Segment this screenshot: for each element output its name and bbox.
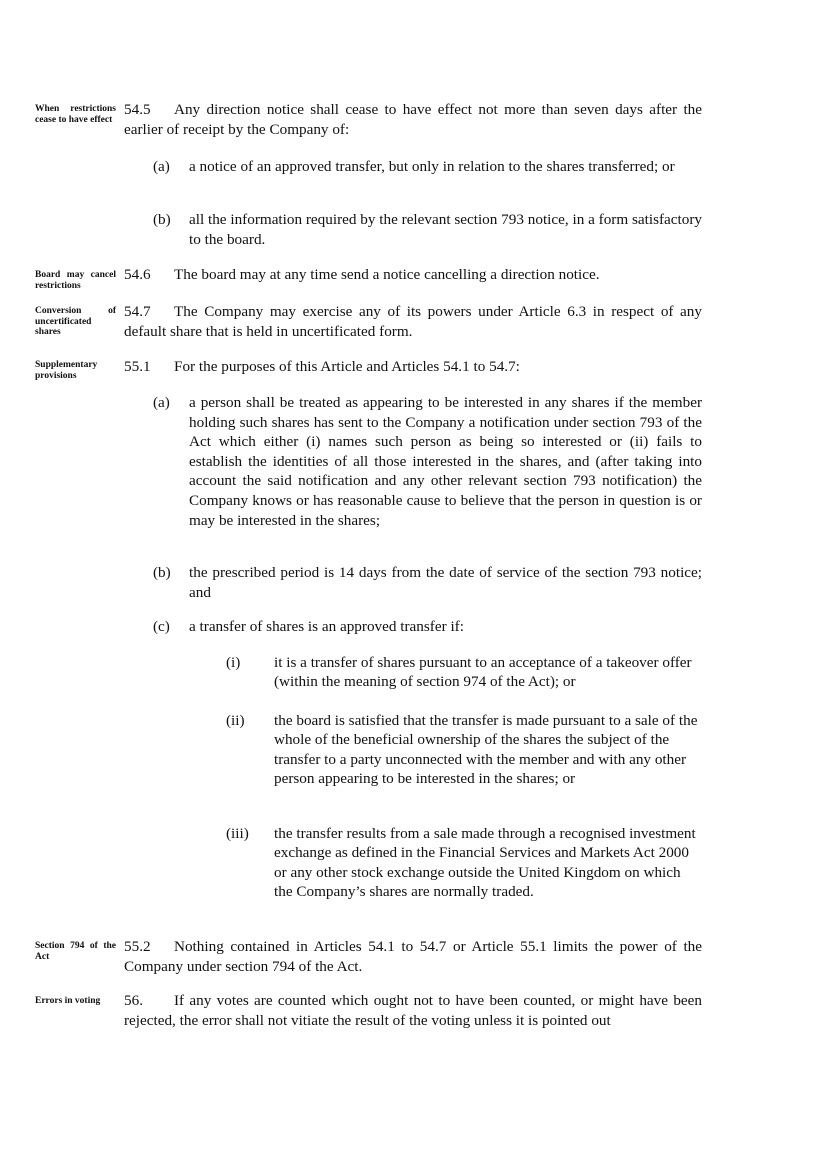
article-55-1-c-i: [226, 653, 702, 692]
item-text: a person shall be treated as appearing to be interested in any shares if the member holding such shares has sent to the Company a notification under section 793 of the Act which either (i) names such person as being so interested or (ii) fails to establish the identities of all those interested in the shares, and (after taking into account the said notification and any other relevant section 793 notification) the Company knows or has reasonable cause to believe that the person in question is or may be interested in the shares;: [189, 394, 702, 529]
item-label: (a): [153, 394, 170, 411]
article-text: The board may at any time send a notice cancelling a direction notice.: [174, 266, 600, 283]
article-number: 54.5: [124, 101, 151, 118]
margin-note-conversion: Conversion of uncertificated shares: [35, 306, 116, 337]
margin-note-errors-in-voting: Errors in voting: [35, 996, 101, 1006]
item-text: it is a transfer of shares pursuant to an acceptance of a takeover offer (within the meaning of section 974 of the Act); or: [274, 654, 692, 691]
article-text: The Company may exercise any of its powers under Article 6.3 in respect of any default share that is held in uncertificated form.: [124, 303, 702, 340]
article-55-1: [124, 357, 702, 377]
article-55-2: [124, 937, 702, 976]
article-text: Any direction notice shall cease to have effect not more than seven days after the earlier of receipt by the Company of:: [124, 101, 702, 138]
article-55-1-c: [153, 617, 702, 637]
article-text: Nothing contained in Articles 54.1 to 54.7 or Article 55.1 limits the power of the Company under section 794 of the Act.: [124, 938, 702, 975]
margin-note-board-may-cancel: Board may cancel restrictions: [35, 270, 116, 291]
article-54-6: [124, 265, 702, 285]
article-55-1-c-iii: [226, 824, 702, 902]
item-text: a transfer of shares is an approved transfer if:: [189, 618, 464, 635]
item-text: the prescribed period is 14 days from the date of service of the section 793 notice; and: [189, 564, 702, 601]
article-54-5-a: [153, 157, 702, 177]
article-56: [124, 991, 702, 1030]
margin-note-when-restrictions-cease: When restrictions cease to have effect: [35, 104, 116, 125]
article-text: For the purposes of this Article and Articles 54.1 to 54.7:: [174, 358, 520, 375]
margin-note-supplementary: Supplementary provisions: [35, 360, 98, 381]
item-text: the board is satisfied that the transfer is made pursuant to a sale of the whole of the beneficial ownership of the shares the subject of the transfer to a party unconnected with the member and with any other person appearing to be interested in the shares; or: [274, 712, 698, 788]
article-55-1-b: [153, 563, 702, 602]
article-55-1-a: [153, 393, 702, 530]
article-55-1-c-ii: [226, 711, 702, 789]
article-54-5: [124, 100, 702, 139]
margin-note-section-794: Section 794 of the Act: [35, 941, 116, 962]
article-number: 55.2: [124, 938, 151, 955]
article-number: 56.: [124, 992, 143, 1009]
item-label: (b): [153, 564, 171, 581]
item-label: (ii): [226, 712, 245, 729]
item-label: (iii): [226, 825, 249, 842]
item-text: the transfer results from a sale made through a recognised investment exchange as defined in the Financial Services and Markets Act 2000 or any other stock exchange outside the United Kingdom on which the Company’s shares are normally traded.: [274, 825, 696, 901]
article-54-5-b: [153, 210, 702, 249]
article-54-7: [124, 302, 702, 341]
item-label: (c): [153, 618, 170, 635]
item-text: all the information required by the relevant section 793 notice, in a form satisfactory to the board.: [189, 211, 702, 248]
article-number: 54.6: [124, 266, 151, 283]
item-label: (a): [153, 158, 170, 175]
article-text: If any votes are counted which ought not to have been counted, or might have been rejected, the error shall not vitiate the result of the voting unless it is pointed out: [124, 992, 702, 1029]
article-number: 54.7: [124, 303, 151, 320]
article-number: 55.1: [124, 358, 151, 375]
item-label: (b): [153, 211, 171, 228]
item-text: a notice of an approved transfer, but only in relation to the shares transferred; or: [189, 158, 675, 175]
item-label: (i): [226, 654, 241, 671]
